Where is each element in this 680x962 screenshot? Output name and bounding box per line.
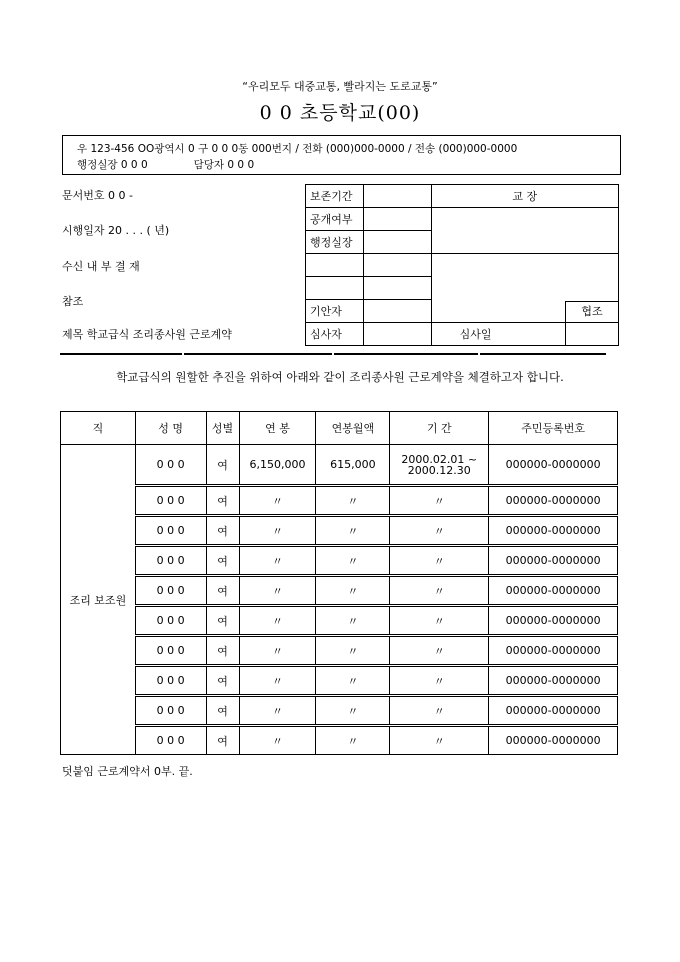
period-cell: 〃 — [390, 516, 489, 546]
salary-cell: 〃 — [239, 546, 316, 576]
period-cell: 〃 — [390, 666, 489, 696]
approval-table — [305, 184, 619, 346]
id-cell: 000000-0000000 — [489, 576, 618, 606]
salary-cell: 〃 — [239, 576, 316, 606]
header-salary: 연 봉 — [239, 412, 316, 445]
name-cell: 0 0 0 — [135, 636, 206, 666]
period-cell: 〃 — [390, 576, 489, 606]
table-row — [61, 726, 618, 755]
salary-cell: 〃 — [239, 486, 316, 516]
gender-cell: 여 — [206, 546, 239, 576]
blank-cell — [306, 277, 364, 300]
period-cell: 〃 — [390, 636, 489, 666]
salary-cell: 6,150,000 — [239, 445, 316, 486]
period-cell: 〃 — [390, 726, 489, 755]
slogan: “우리모두 대중교통, 빨라지는 도로교통” — [242, 80, 438, 93]
period-cell: 〃 — [390, 486, 489, 516]
principal-label: 교 장 — [431, 185, 618, 208]
salary-cell: 〃 — [239, 606, 316, 636]
name-cell: 0 0 0 — [135, 666, 206, 696]
principal-sign-box[interactable] — [431, 208, 618, 254]
header-gender: 성별 — [206, 412, 239, 445]
gender-cell: 여 — [206, 636, 239, 666]
name-cell: 0 0 0 — [135, 696, 206, 726]
retention-label: 보존기간 — [306, 185, 364, 208]
monthly-cell: 615,000 — [316, 445, 390, 486]
name-cell: 0 0 0 — [135, 726, 206, 755]
attachment-note: 덧붙임 근로계약서 0부. 끝. — [62, 765, 193, 778]
intro-text: 학교급식의 원할한 추진을 위하여 아래와 같이 조리종사원 근로계약을 체결하고자 합니다. — [116, 370, 564, 384]
period-to: 2000.12.30 — [407, 463, 471, 477]
officer-contact: 담당자 0 0 0 — [193, 159, 255, 171]
table-row — [61, 486, 618, 516]
salary-cell: 〃 — [239, 696, 316, 726]
admin-head-label: 행정실장 — [306, 231, 364, 254]
period-cell: 〃 — [390, 696, 489, 726]
header-monthly: 연봉월액 — [316, 412, 390, 445]
table-row — [61, 546, 618, 576]
gender-cell: 여 — [206, 516, 239, 546]
monthly-cell: 〃 — [316, 636, 390, 666]
blank-cell — [363, 277, 431, 300]
period-cell — [390, 445, 489, 486]
table-row — [61, 606, 618, 636]
address-box — [62, 135, 621, 175]
salary-cell: 〃 — [239, 726, 316, 755]
doc-number: 문서번호 0 0 - — [62, 189, 133, 202]
monthly-cell: 〃 — [316, 666, 390, 696]
retention-value[interactable] — [363, 185, 431, 208]
disclosure-value[interactable] — [363, 208, 431, 231]
reference: 참조 — [62, 295, 84, 308]
monthly-cell: 〃 — [316, 696, 390, 726]
gender-cell: 여 — [206, 576, 239, 606]
id-cell: 000000-0000000 — [489, 726, 618, 755]
id-cell: 000000-0000000 — [489, 546, 618, 576]
review-date-value[interactable] — [566, 323, 619, 346]
id-cell: 000000-0000000 — [489, 666, 618, 696]
name-cell: 0 0 0 — [135, 576, 206, 606]
address-line: 우 123-456 OO광역시 0 구 0 0 0동 000번지 / 전화 (000)000-0000 / 전송 (000)000-0000 — [77, 143, 518, 155]
header-period: 기 간 — [390, 412, 489, 445]
recipient: 수신 내 부 결 재 — [62, 260, 140, 273]
id-cell: 000000-0000000 — [489, 486, 618, 516]
id-cell: 000000-0000000 — [489, 636, 618, 666]
monthly-cell: 〃 — [316, 726, 390, 755]
monthly-cell: 〃 — [316, 546, 390, 576]
table-row — [61, 696, 618, 726]
disclosure-label: 공개여부 — [306, 208, 364, 231]
monthly-cell: 〃 — [316, 516, 390, 546]
drafter-label: 기안자 — [306, 300, 364, 323]
name-cell: 0 0 0 — [135, 445, 206, 486]
id-cell: 000000-0000000 — [489, 606, 618, 636]
blank-cell — [363, 254, 431, 277]
gender-cell: 여 — [206, 486, 239, 516]
blank-cell — [306, 254, 364, 277]
header-position: 직 — [61, 412, 136, 445]
id-cell: 000000-0000000 — [489, 445, 618, 486]
monthly-cell: 〃 — [316, 576, 390, 606]
admin-head-contact: 행정실장 0 0 0 — [77, 159, 148, 171]
drafter-sign[interactable] — [363, 300, 431, 323]
period-cell: 〃 — [390, 606, 489, 636]
id-cell: 000000-0000000 — [489, 516, 618, 546]
gender-cell: 여 — [206, 606, 239, 636]
table-row — [61, 445, 618, 486]
review-date-label: 심사일 — [431, 323, 566, 346]
name-cell: 0 0 0 — [135, 606, 206, 636]
gender-cell: 여 — [206, 666, 239, 696]
table-row — [61, 666, 618, 696]
table-row — [61, 576, 618, 606]
name-cell: 0 0 0 — [135, 516, 206, 546]
contract-table — [60, 411, 618, 755]
period-from: 2000.02.01 ~ — [401, 452, 478, 466]
monthly-cell: 〃 — [316, 486, 390, 516]
header-id-number: 주민등록번호 — [489, 412, 618, 445]
cooperation-label: 협조 — [565, 301, 618, 322]
reviewer-label: 심사자 — [306, 323, 364, 346]
gender-cell: 여 — [206, 696, 239, 726]
salary-cell: 〃 — [239, 516, 316, 546]
subject: 제목 학교급식 조리종사원 근로계약 — [62, 328, 232, 341]
name-cell: 0 0 0 — [135, 546, 206, 576]
table-row — [61, 516, 618, 546]
school-name: 0 0 초등학교(00) — [259, 102, 421, 124]
position-cell: 조리 보조원 — [61, 445, 136, 755]
table-row — [61, 636, 618, 666]
admin-head-sign[interactable] — [363, 231, 431, 254]
name-cell: 0 0 0 — [135, 486, 206, 516]
effective-date: 시행일자 20 . . . ( 년) — [62, 224, 170, 237]
header-name: 성 명 — [135, 412, 206, 445]
gender-cell: 여 — [206, 726, 239, 755]
separator-line — [60, 353, 606, 355]
reviewer-sign[interactable] — [363, 323, 431, 346]
id-cell: 000000-0000000 — [489, 696, 618, 726]
contact-line — [77, 157, 254, 172]
monthly-cell: 〃 — [316, 606, 390, 636]
period-cell: 〃 — [390, 546, 489, 576]
gender-cell: 여 — [206, 445, 239, 486]
salary-cell: 〃 — [239, 666, 316, 696]
salary-cell: 〃 — [239, 636, 316, 666]
cooperation-area — [431, 254, 618, 323]
